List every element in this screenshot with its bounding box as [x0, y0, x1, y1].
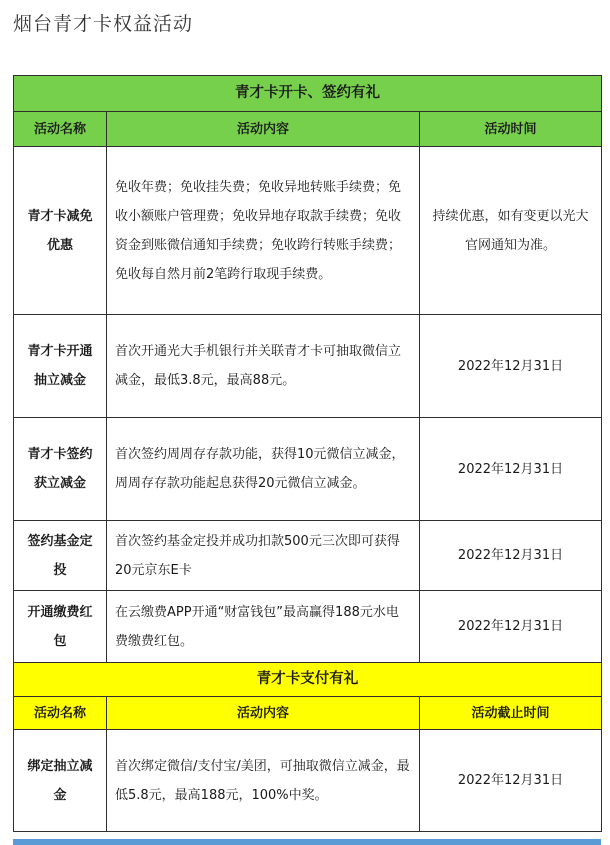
table-row [14, 591, 602, 663]
activity-time: 2022年12月31日 [420, 730, 602, 832]
benefits-table [13, 75, 602, 832]
column-header-time: 活动时间 [420, 112, 602, 147]
table-row [14, 315, 602, 418]
activity-time: 2022年12月31日 [420, 521, 602, 591]
page-title: 烟台青才卡权益活动 [13, 13, 194, 35]
section-title: 青才卡支付有礼 [14, 663, 602, 697]
section-title: 青才卡开卡、签约有礼 [14, 76, 602, 112]
activity-content: 免收年费；免收挂失费；免收异地转账手续费；免收小额账户管理费；免收异地存取款手续费；免收资金到账微信通知手续费；免收跨行转账手续费；免收每自然月前2笔跨行取现手续费。 [107, 147, 420, 315]
table-row [14, 521, 602, 591]
column-header-time: 活动截止时间 [420, 697, 602, 730]
section-header-row [14, 76, 602, 112]
activity-name: 青才卡开通抽立减金 [14, 315, 107, 418]
activity-time: 持续优惠，如有变更以光大官网通知为准。 [420, 147, 602, 315]
column-header-content: 活动内容 [107, 112, 420, 147]
bottom-accent-strip [13, 839, 601, 845]
section-header-row [14, 663, 602, 697]
activity-time: 2022年12月31日 [420, 315, 602, 418]
activity-name: 开通缴费红包 [14, 591, 107, 663]
activity-name: 青才卡减免优惠 [14, 147, 107, 315]
activity-name: 签约基金定投 [14, 521, 107, 591]
activity-content: 首次绑定微信/支付宝/美团，可抽取微信立减金，最低5.8元，最高188元，100%中奖。 [107, 730, 420, 832]
column-header-row [14, 112, 602, 147]
activity-content: 在云缴费APP开通“财富钱包”最高赢得188元水电费缴费红包。 [107, 591, 420, 663]
activity-name: 绑定抽立减金 [14, 730, 107, 832]
activity-time: 2022年12月31日 [420, 591, 602, 663]
table-row [14, 418, 602, 521]
column-header-name: 活动名称 [14, 112, 107, 147]
column-header-row [14, 697, 602, 730]
activity-name: 青才卡签约获立减金 [14, 418, 107, 521]
activity-content: 首次开通光大手机银行并关联青才卡可抽取微信立减金，最低3.8元，最高88元。 [107, 315, 420, 418]
column-header-content: 活动内容 [107, 697, 420, 730]
activity-time: 2022年12月31日 [420, 418, 602, 521]
activity-content: 首次签约周周存存款功能，获得10元微信立减金，周周存存款功能起息获得20元微信立减金。 [107, 418, 420, 521]
activity-content: 首次签约基金定投并成功扣款500元三次即可获得20元京东E卡 [107, 521, 420, 591]
table-row [14, 730, 602, 832]
table-row [14, 147, 602, 315]
column-header-name: 活动名称 [14, 697, 107, 730]
